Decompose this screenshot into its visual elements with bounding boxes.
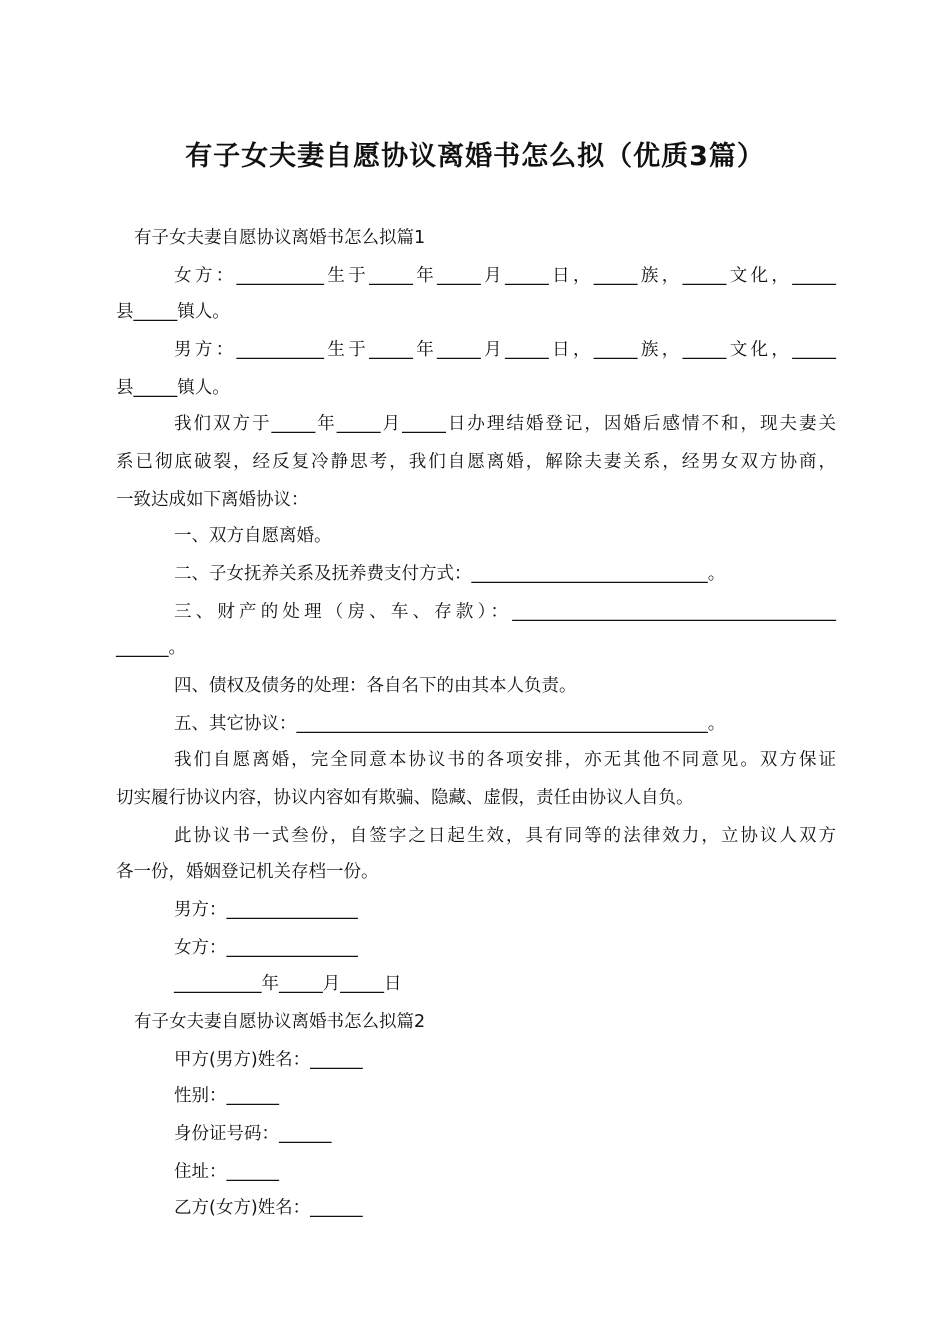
section-heading-2: 有子女夫妻自愿协议离婚书怎么拟篇2 [134, 1012, 426, 1032]
gender-line: 性别：______ [174, 1086, 279, 1106]
male-signature-line: 男方：_______________ [174, 900, 358, 920]
female-signature-line: 女方：_______________ [174, 938, 358, 958]
clause-5: 五、其它协议：_______________________________________________。 [174, 714, 726, 734]
female-info-line-cont: 县_____镇人。 [116, 302, 230, 322]
paragraph-line: 我们自愿离婚，完全同意本协议书的各项安排，亦无其他不同意见。双方保证 [174, 750, 836, 770]
clause-1: 一、双方自愿离婚。 [174, 526, 332, 546]
paragraph-line: 此协议书一式叁份，自签字之日起生效，具有同等的法律效力，立协议人双方 [174, 826, 836, 846]
female-info-line: 女方：__________生于_____年_____月_____日，_____族，_____文化，_____ [174, 266, 836, 286]
document-title: 有子女夫妻自愿协议离婚书怎么拟（优质3篇） [185, 141, 765, 172]
paragraph-line: 系已彻底破裂，经反复冷静思考，我们自愿离婚，解除夫妻关系，经男女双方协商， [116, 452, 836, 472]
male-info-line-cont: 县_____镇人。 [116, 378, 230, 398]
address-line: 住址：______ [174, 1162, 279, 1182]
paragraph-line: 各一份，婚姻登记机关存档一份。 [116, 862, 379, 882]
section-heading-1: 有子女夫妻自愿协议离婚书怎么拟篇1 [134, 228, 426, 248]
paragraph-line: 切实履行协议内容，协议内容如有欺骗、隐藏、虚假，责任由协议人自负。 [116, 788, 694, 808]
clause-3-cont: ______。 [116, 638, 186, 658]
paragraph-line: 一致达成如下离婚协议： [116, 490, 309, 510]
date-line: __________年_____月_____日 [174, 974, 402, 994]
clause-2: 二、子女抚养关系及抚养费支付方式：___________________________。 [174, 564, 726, 584]
paragraph-line: 我们双方于_____年_____月_____日办理结婚登记，因婚后感情不和，现夫妻关 [174, 414, 836, 434]
party-b-name-line: 乙方(女方)姓名：______ [174, 1198, 363, 1218]
clause-3: 三、财产的处理（房、车、存款）：_____________________________________ [174, 602, 836, 622]
clause-4: 四、债权及债务的处理：各自名下的由其本人负责。 [174, 676, 577, 696]
id-number-line: 身份证号码：______ [174, 1124, 332, 1144]
party-a-name-line: 甲方(男方)姓名：______ [174, 1050, 363, 1070]
male-info-line: 男方：__________生于_____年_____月_____日，_____族，_____文化，_____ [174, 340, 836, 360]
